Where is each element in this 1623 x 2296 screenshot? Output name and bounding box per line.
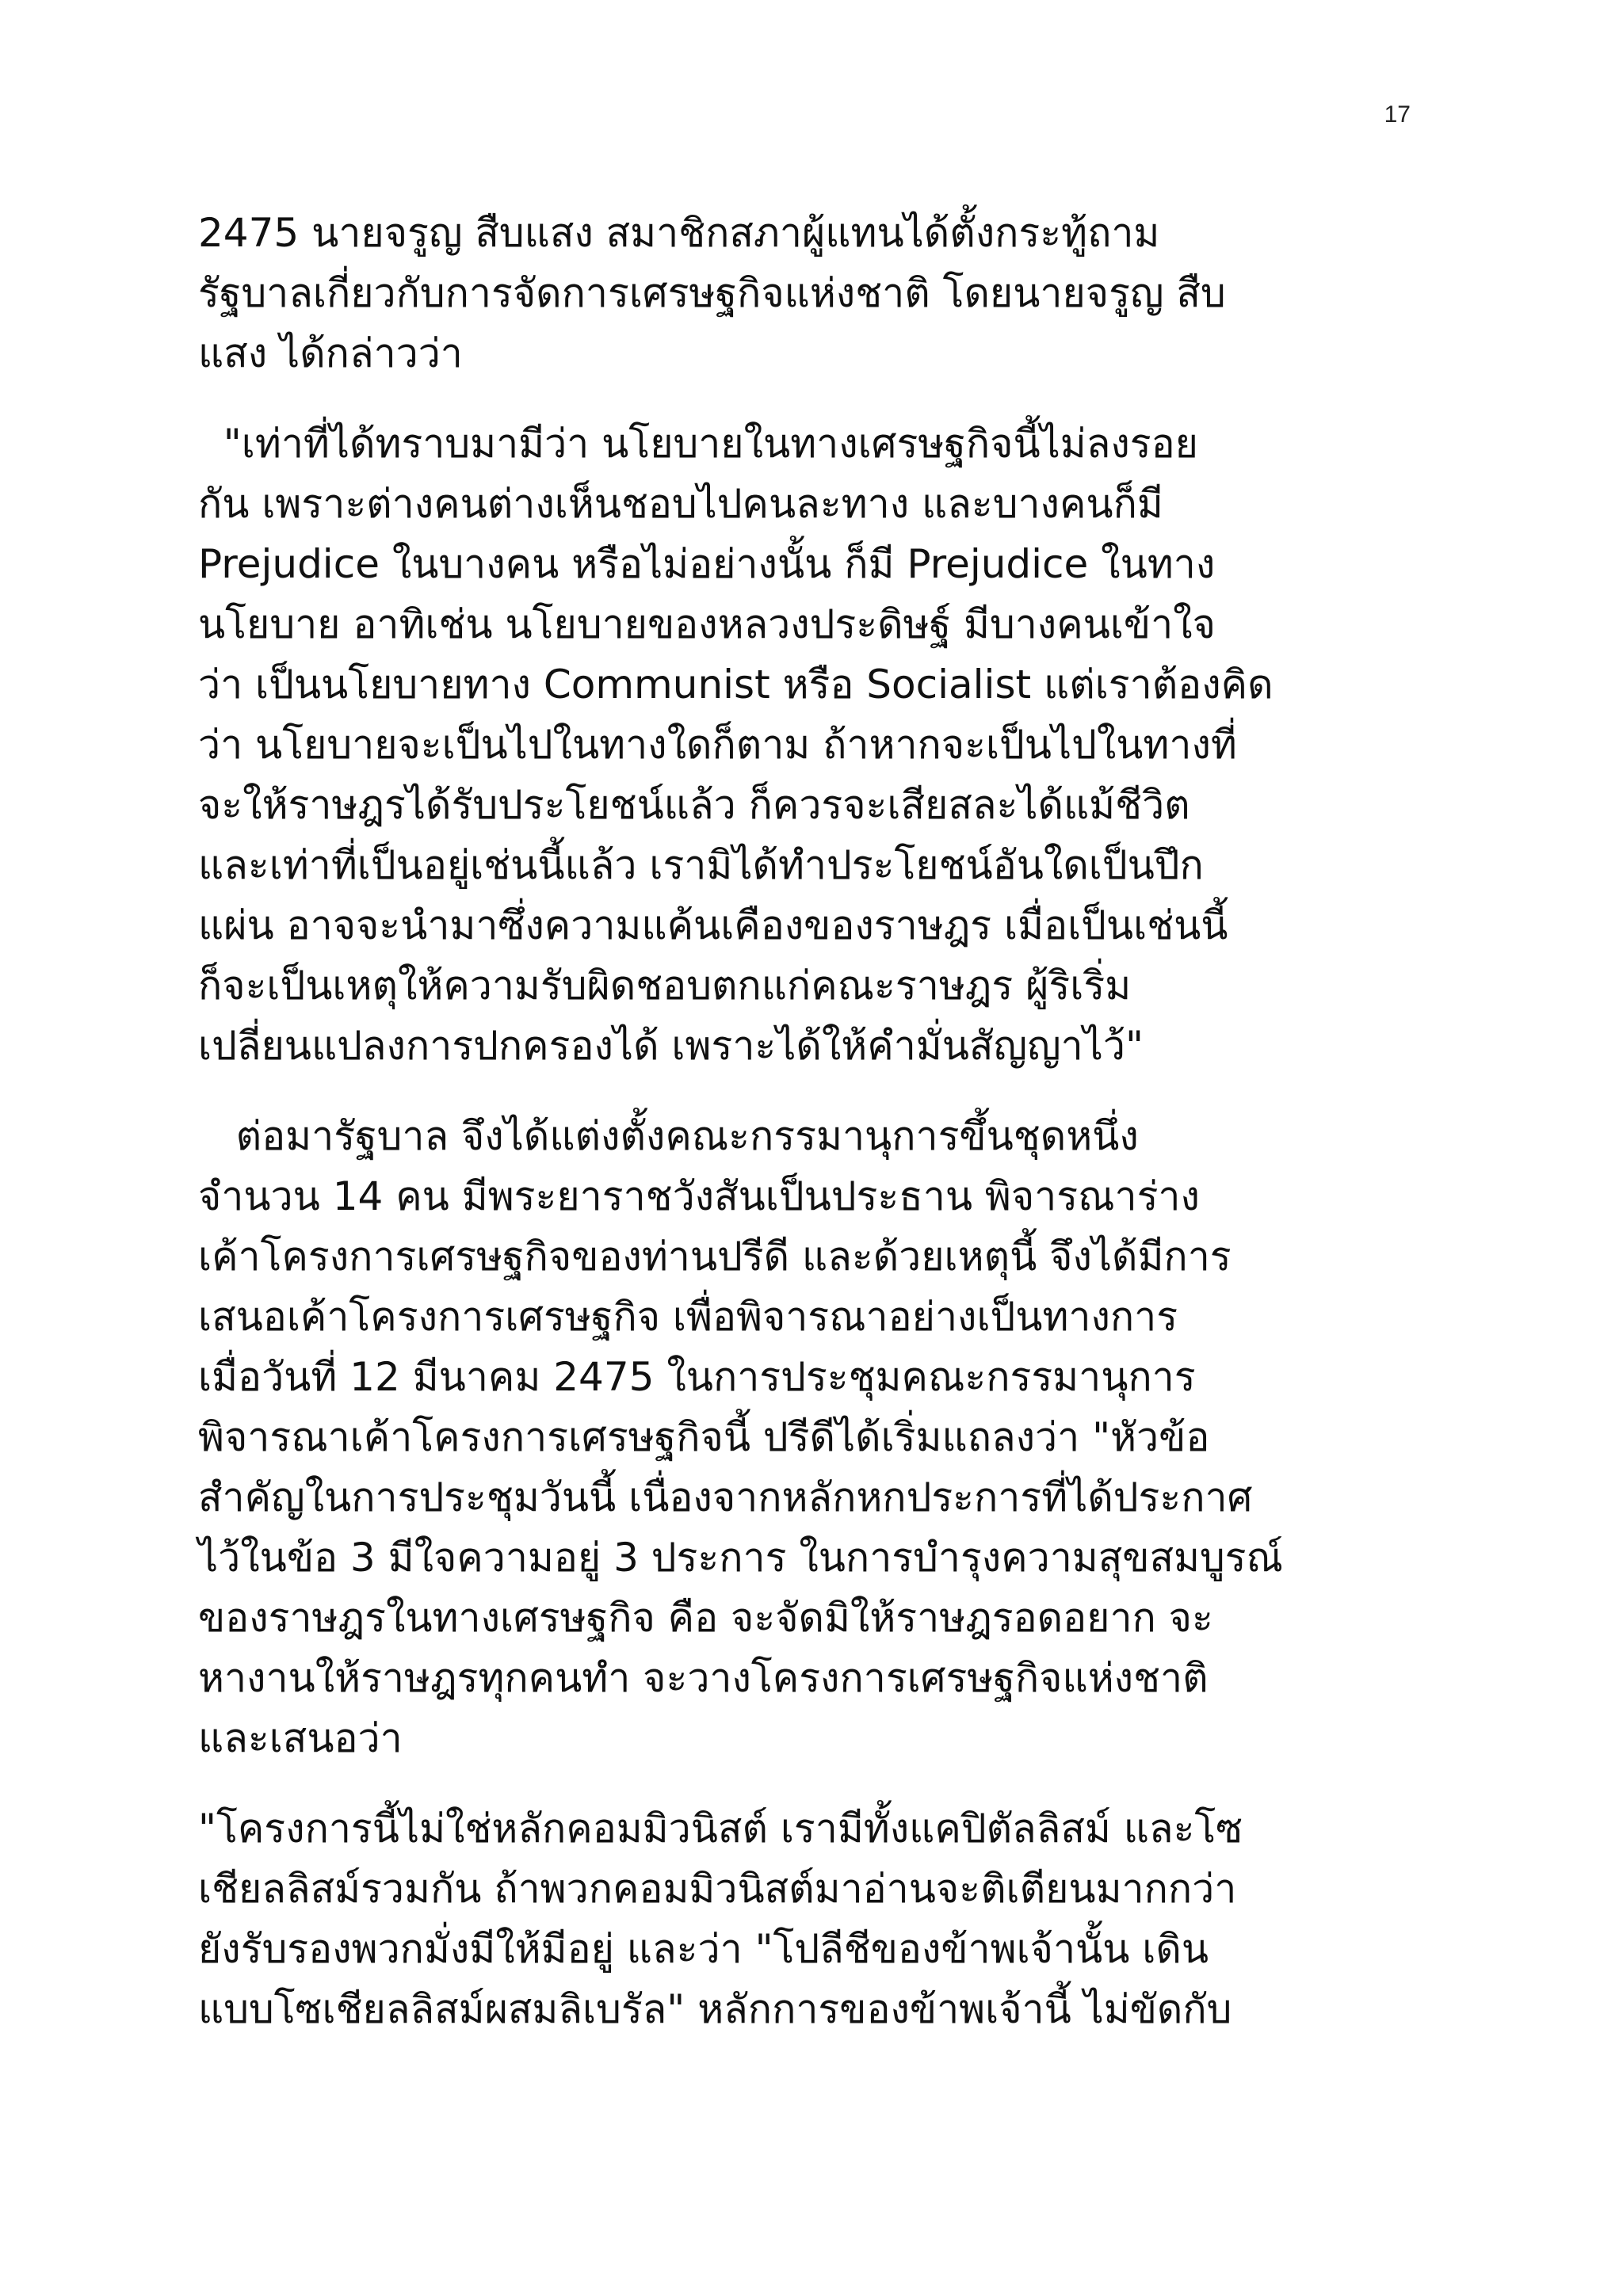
text-line: แสง ได้กล่าวว่า: [198, 330, 463, 376]
text-line: แบบโซเชียลลิสม์ผสมลิเบรัล" หลักการของข้าพเจ้านี้ ไม่ขัดกับ: [198, 1986, 1232, 2032]
paragraph-2: [198, 414, 1434, 1076]
text-line: ไว้ในข้อ 3 มีใจความอยู่ 3 ประการ ในการบำรุงความสุขสมบูรณ์: [198, 1535, 1283, 1581]
text-line: ว่า นโยบายจะเป็นไปในทางใดก็ตาม ถ้าหากจะเป็นไปในทางที่: [198, 722, 1237, 768]
text-line: สำคัญในการประชุมวันนี้ เนื่องจากหลักหกประการที่ได้ประกาศ: [198, 1474, 1253, 1520]
text-line: Prejudice ในบางคน หรือไม่อย่างนั้น ก็มี Prejudice ในทาง: [198, 541, 1216, 587]
text-line: จำนวน 14 คน มีพระยาราชวังสันเป็นประธาน พิจารณาร่าง: [198, 1173, 1200, 1219]
text-line: จะให้ราษฎรได้รับประโยชน์แล้ว ก็ควรจะเสียสละได้แม้ชีวิต: [198, 782, 1190, 828]
text-line: 2475 นายจรูญ สืบแสง สมาชิกสภาผู้แทนได้ตั้งกระทู้ถาม: [198, 210, 1160, 256]
text-line: ยังรับรองพวกมั่งมีให้มีอยู่ และว่า "โปลีชีของข้าพเจ้านั้น เดิน: [198, 1926, 1209, 1972]
text-line: ก็จะเป็นเหตุให้ความรับผิดชอบตกแก่คณะราษฎร ผู้ริเริ่ม: [198, 963, 1132, 1009]
text-line: "โครงการนี้ไม่ใช่หลักคอมมิวนิสต์ เรามีทั้งแคปิตัลลิสม์ และโซ: [198, 1806, 1243, 1852]
paragraph-3: [198, 1106, 1434, 1768]
text-line: เชียลลิสม์รวมกัน ถ้าพวกคอมมิวนิสต์มาอ่านจะติเตียนมากกว่า: [198, 1866, 1237, 1912]
text-line: ว่า เป็นนโยบายทาง Communist หรือ Socialist แต่เราต้องคิด: [198, 662, 1274, 707]
text-line: กัน เพราะต่างคนต่างเห็นชอบไปคนละทาง และบางคนก็มี: [198, 481, 1163, 527]
body-text: [198, 203, 1434, 2069]
text-line: เมื่อวันที่ 12 มีนาคม 2475 ในการประชุมคณะกรรมานุการ: [198, 1354, 1196, 1400]
text-line: และเท่าที่เป็นอยู่เช่นนี้แล้ว เรามิได้ทำประโยชน์อันใดเป็นปึก: [198, 842, 1204, 888]
text-line: ของราษฎรในทางเศรษฐกิจ คือ จะจัดมิให้ราษฎรอดอยาก จะ: [198, 1595, 1213, 1641]
paragraph-4: [198, 1798, 1434, 2039]
text-line: หางานให้ราษฎรทุกคนทำ จะวางโครงการเศรษฐกิจแห่งชาติ: [198, 1655, 1209, 1701]
text-line: เค้าโครงการเศรษฐกิจของท่านปรีดี และด้วยเหตุนี้ จึงได้มีการ: [198, 1234, 1232, 1280]
text-line: แผ่น อาจจะนำมาซึ่งความแค้นเคืองของราษฎร เมื่อเป็นเช่นนี้: [198, 902, 1228, 948]
text-line: นโยบาย อาทิเช่น นโยบายของหลวงประดิษฐ์ มีบางคนเข้าใจ: [198, 601, 1216, 647]
text-line: ต่อมารัฐบาล จึงได้แต่งตั้งคณะกรรมานุการขึ้นชุดหนึ่ง: [198, 1113, 1139, 1159]
text-line: เสนอเค้าโครงการเศรษฐกิจ เพื่อพิจารณาอย่างเป็นทางการ: [198, 1294, 1178, 1340]
text-line: "เท่าที่ได้ทราบมามีว่า นโยบายในทางเศรษฐกิจนี้ไม่ลงรอย: [198, 421, 1198, 467]
text-line: พิจารณาเค้าโครงการเศรษฐกิจนี้ ปรีดีได้เริ่มแถลงว่า "หัวข้อ: [198, 1414, 1210, 1460]
text-line: รัฐบาลเกี่ยวกับการจัดการเศรษฐกิจแห่งชาติ โดยนายจรูญ สืบ: [198, 270, 1226, 316]
text-line: และเสนอว่า: [198, 1715, 403, 1761]
text-line: เปลี่ยนแปลงการปกครองได้ เพราะได้ให้คำมั่นสัญญาไว้": [198, 1023, 1144, 1069]
paragraph-1: [198, 203, 1434, 383]
page-number: 17: [1384, 101, 1411, 128]
